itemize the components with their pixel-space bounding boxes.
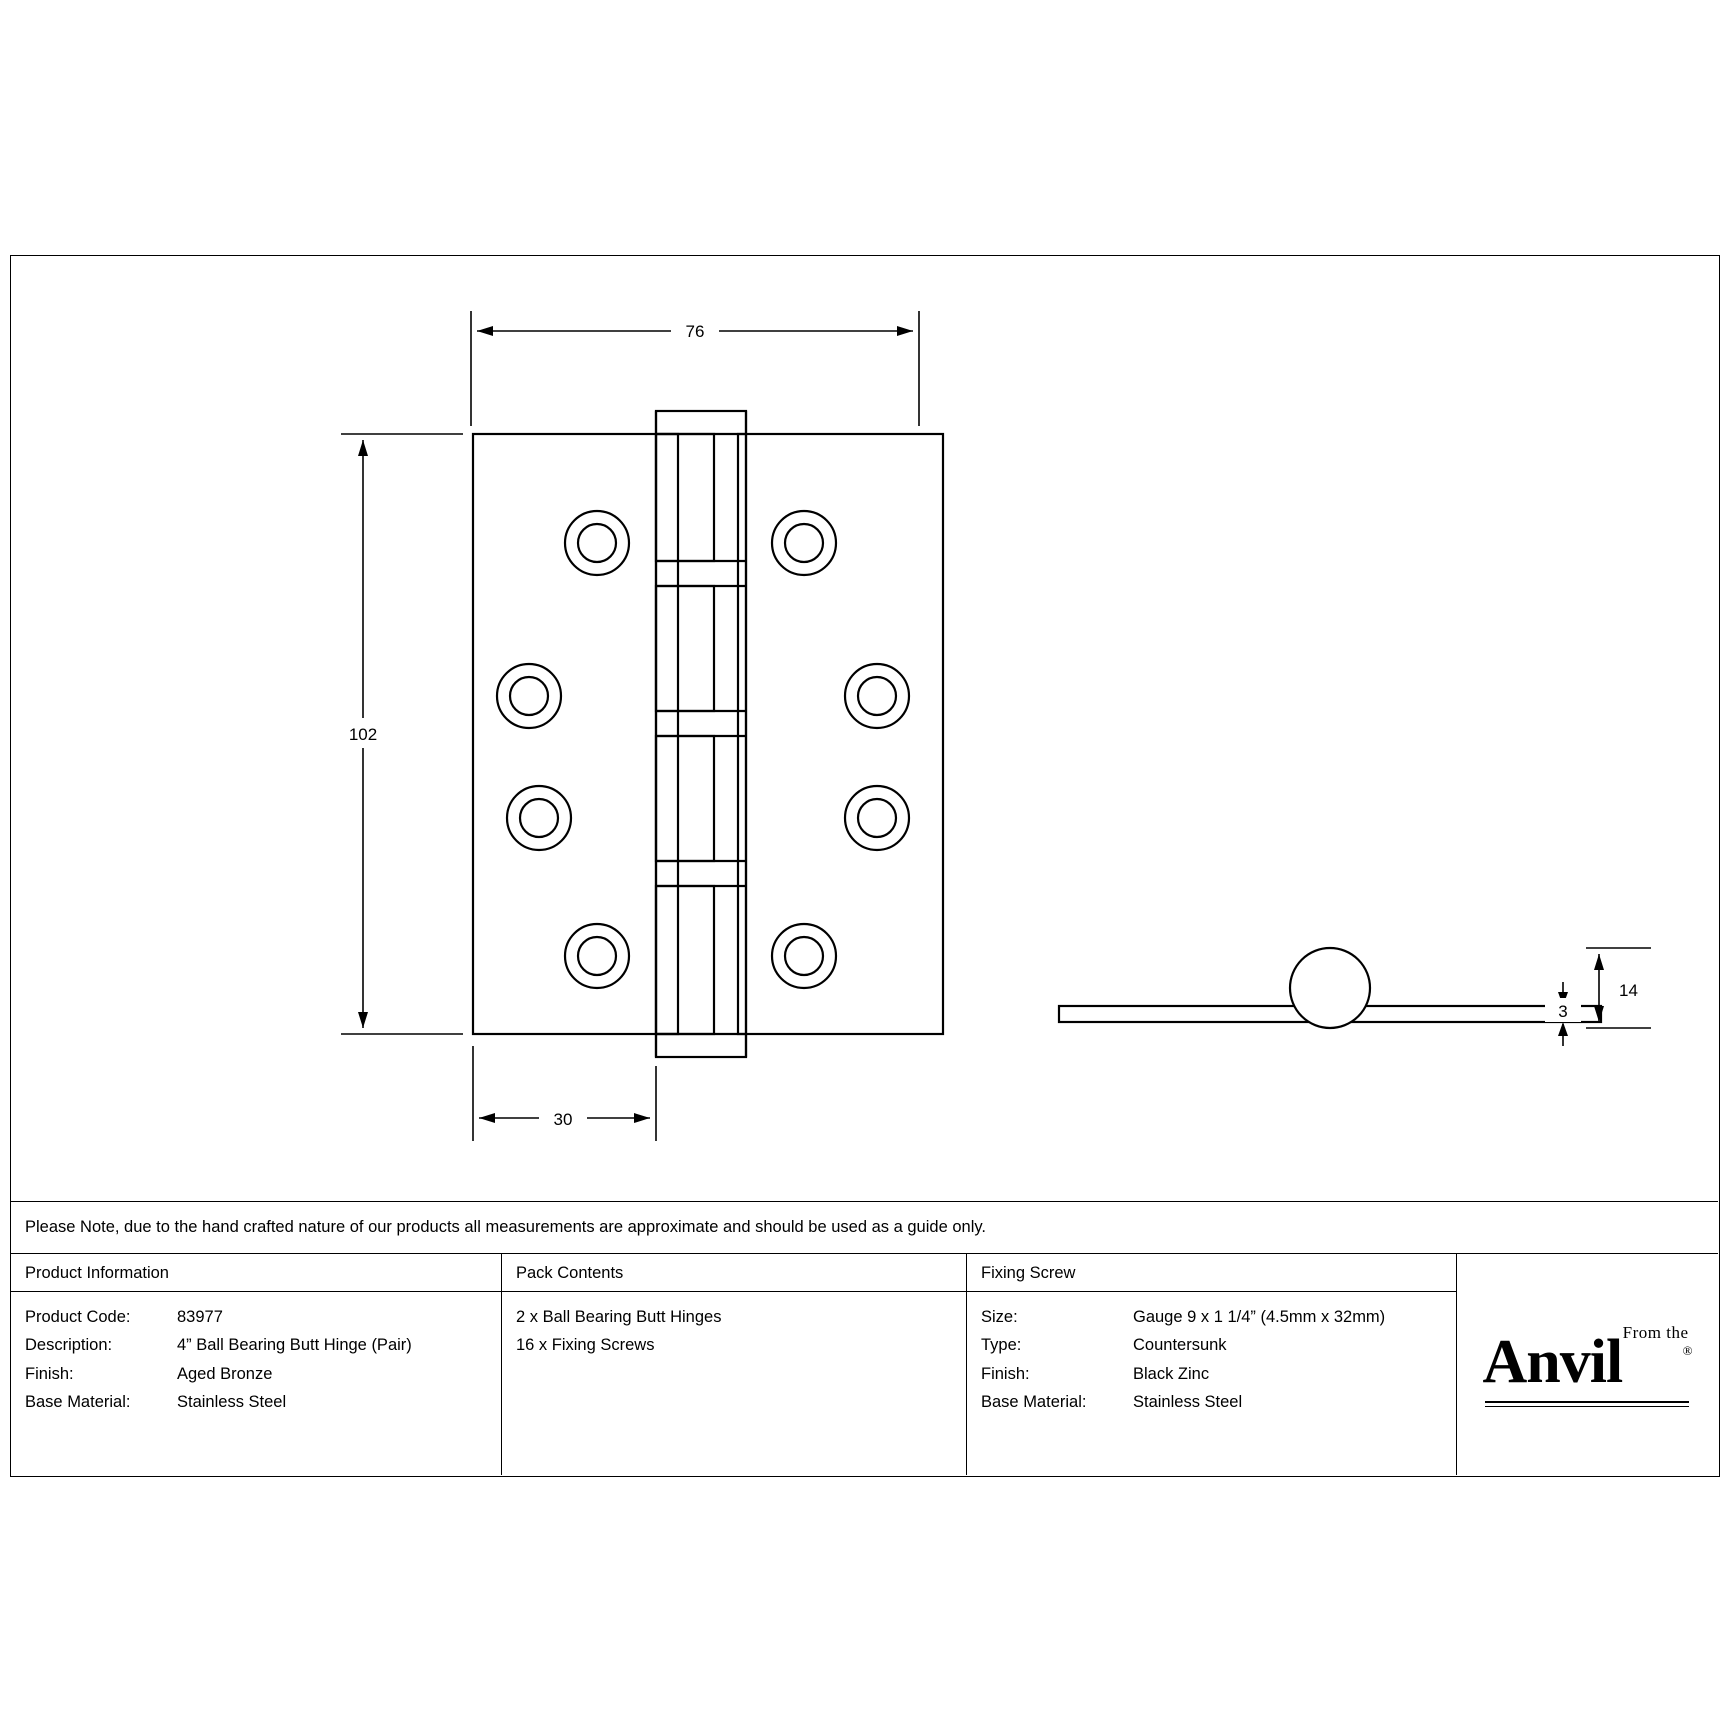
logo-registered-mark: ®	[1682, 1342, 1693, 1358]
description-label: Description:	[25, 1336, 113, 1355]
brand-logo-cell	[1456, 1254, 1718, 1475]
product-code-row	[25, 1303, 501, 1331]
dimension-label-knuckle: 14	[1619, 981, 1638, 1000]
fixing-screw-body	[967, 1292, 1456, 1417]
product-information-body	[11, 1292, 501, 1417]
pack-contents-item: 2 x Ball Bearing Butt Hinges	[516, 1308, 722, 1326]
hinge-drawing-svg	[11, 256, 1718, 1201]
finish-value: Aged Bronze	[177, 1364, 273, 1383]
logo-from-the-text: From the	[1622, 1322, 1689, 1342]
base-material-row	[25, 1388, 501, 1416]
logo-rule-thin	[1485, 1406, 1689, 1407]
product-information-column	[11, 1254, 501, 1475]
fixing-screw-heading: Fixing Screw	[967, 1254, 1456, 1292]
screw-base-material-row	[981, 1388, 1456, 1416]
description-row	[25, 1331, 501, 1359]
measurement-note: Please Note, due to the hand crafted nature of our products all measurements are approximate and should be used as a guide only.	[25, 1218, 986, 1236]
screw-holes	[497, 511, 909, 988]
dimension-label-thickness: 3	[1558, 1002, 1568, 1021]
info-table	[11, 1253, 1718, 1475]
screw-finish-value: Black Zinc	[1133, 1364, 1210, 1383]
screw-size-value: Gauge 9 x 1 1/4” (4.5mm x 32mm)	[1133, 1308, 1386, 1326]
base-material-value: Stainless Steel	[177, 1393, 287, 1412]
screw-type-value: Countersunk	[1133, 1336, 1227, 1355]
finish-label: Finish:	[25, 1364, 74, 1383]
pack-contents-heading: Pack Contents	[502, 1254, 966, 1292]
product-code-label: Product Code:	[25, 1308, 131, 1326]
pack-contents-column	[501, 1254, 966, 1475]
screw-size-row	[981, 1303, 1456, 1331]
measurement-note-row	[11, 1201, 1718, 1253]
plan-view	[1059, 948, 1601, 1028]
base-material-label: Base Material:	[25, 1393, 131, 1412]
logo-anvil-text: Anvil	[1482, 1327, 1623, 1396]
screw-size-label: Size:	[981, 1308, 1018, 1326]
screw-finish-label: Finish:	[981, 1364, 1030, 1383]
product-code-value: 83977	[177, 1308, 223, 1326]
finish-row	[25, 1360, 501, 1388]
screw-base-material-label: Base Material:	[981, 1393, 1087, 1412]
front-elevation	[473, 411, 943, 1057]
from-the-anvil-logo	[1457, 1254, 1718, 1475]
pack-contents-body	[502, 1292, 966, 1360]
screw-base-material-value: Stainless Steel	[1133, 1393, 1243, 1412]
product-information-heading: Product Information	[11, 1254, 501, 1292]
pack-contents-item: 16 x Fixing Screws	[516, 1336, 655, 1355]
fixing-screw-column	[966, 1254, 1456, 1475]
screw-type-row	[981, 1331, 1456, 1359]
description-value: 4” Ball Bearing Butt Hinge (Pair)	[177, 1336, 412, 1355]
screw-finish-row	[981, 1360, 1456, 1388]
dimension-label-offset: 30	[553, 1110, 573, 1129]
dimension-label-width: 76	[685, 322, 705, 341]
spec-sheet	[10, 255, 1720, 1477]
screw-type-label: Type:	[981, 1336, 1022, 1355]
dimension-label-height: 102	[348, 725, 378, 744]
logo-rule-thick	[1485, 1401, 1689, 1403]
technical-drawing	[11, 256, 1718, 1201]
